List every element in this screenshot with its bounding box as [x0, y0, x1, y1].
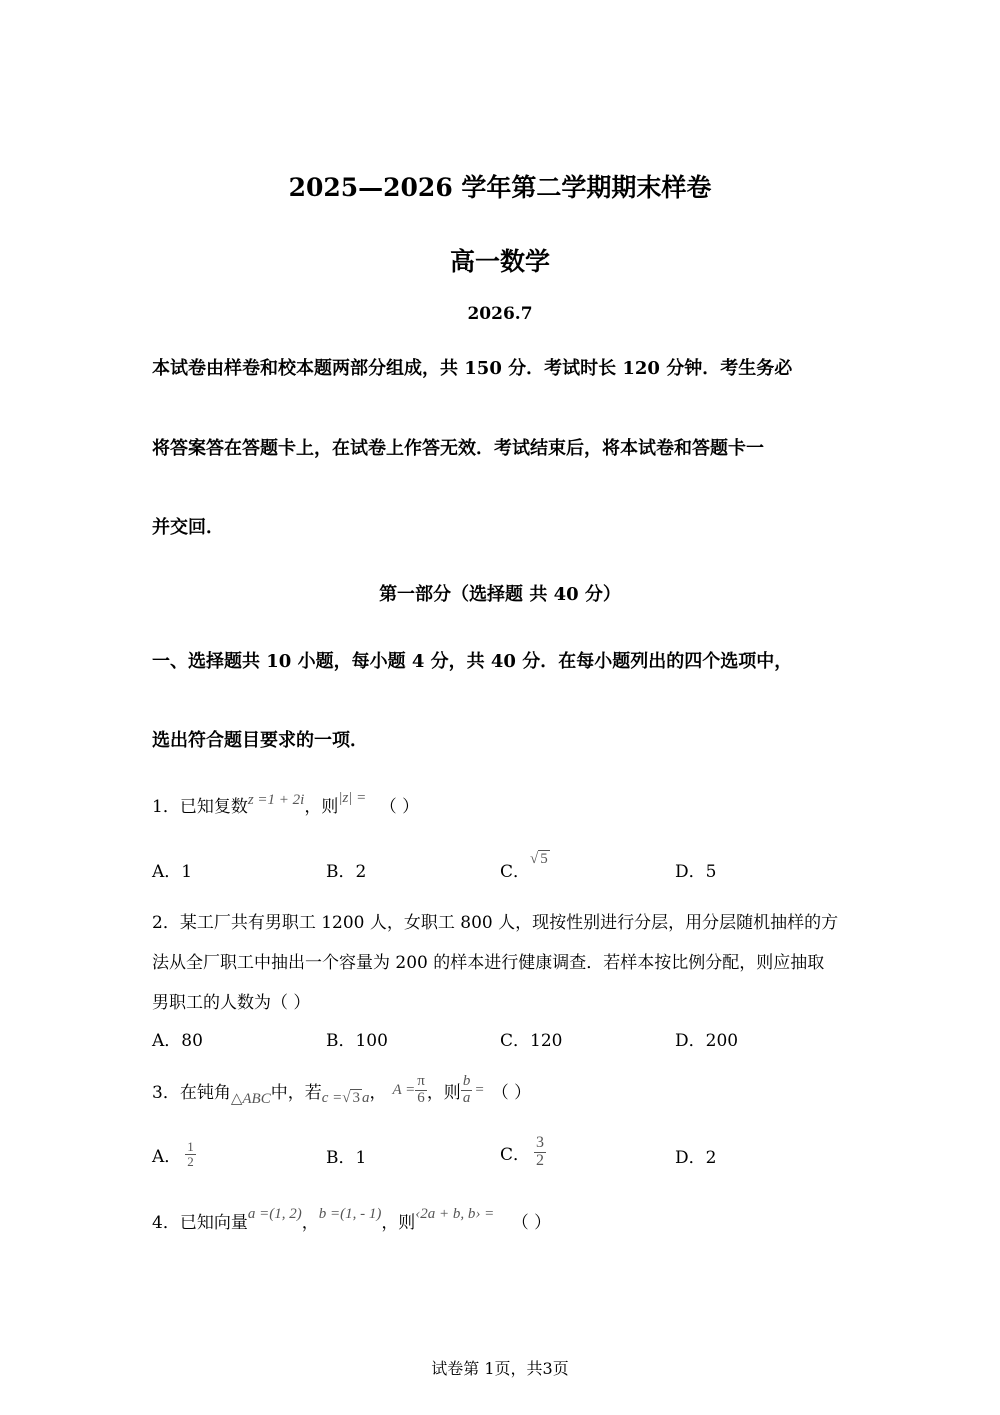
q3-fraction-pi-6: $\frac{\pi}{6}$ — [417, 1072, 425, 1106]
q3-formula-c: c =√ 3 a — [321, 1089, 370, 1106]
q3-option-a: A． $\frac{1}{2}$ — [152, 1138, 194, 1169]
q3-option-c-fraction: $\frac{3}{2}$ — [536, 1133, 545, 1169]
q4-mid: ，则 — [381, 1213, 416, 1233]
q2-option-b: B．100 — [326, 1031, 388, 1051]
q1-option-b: B．2 — [326, 862, 367, 882]
part1-heading: 第一部分（选择题 共 40 分） — [379, 584, 621, 605]
q2-option-a: A．80 — [152, 1031, 203, 1051]
q3-option-a-fraction: $\frac{1}{2}$ — [187, 1138, 194, 1169]
q1-blank: （ ） — [379, 797, 420, 817]
question-3 — [152, 1068, 531, 1112]
q3-option-b: B．1 — [326, 1148, 367, 1168]
section-instructions-line-2: 选出符合题目要求的一项． — [152, 730, 368, 751]
q1-option-c-label: C． — [500, 862, 531, 882]
q3-option-d: D．2 — [675, 1148, 717, 1168]
q1-option-c-sqrt: √ 5 — [530, 851, 548, 867]
q1-option-d: D．5 — [675, 862, 717, 882]
q4-sep: ， — [301, 1213, 319, 1233]
instructions-line-1: 本试卷由样卷和校本题两部分组成，共 150 分．考试时长 120 分钟．考生务必 — [152, 358, 793, 379]
q3-blank: （ ） — [491, 1082, 532, 1103]
exam-date: 2026.7 — [467, 304, 533, 324]
q3-option-c: C． $\frac{3}{2}$ — [500, 1133, 545, 1169]
q1-mid: ，则 — [304, 797, 339, 817]
page-footer: 试卷第 1页，共3页 — [431, 1359, 569, 1378]
q4-vector-a: a =(1, 2) — [247, 1206, 302, 1222]
q4-vector-b: b =(1, - 1) — [318, 1206, 382, 1222]
subject-title: 高一数学 — [449, 247, 550, 276]
section-instructions-line-1: 一、选择题共 10 小题，每小题 4 分，共 40 分．在每小题列出的四个选项中， — [152, 651, 793, 672]
q1-formula-abs: |z| = — [338, 790, 367, 806]
q2-option-c: C．120 — [500, 1031, 563, 1051]
question-2-line-3: 男职工的人数为（ ） — [152, 993, 311, 1013]
q1-option-a: A．1 — [152, 862, 193, 882]
q1-formula-z: z =1 + 2i — [247, 792, 305, 808]
q4-blank: （ ） — [511, 1213, 552, 1233]
q3-triangle: △ABC — [230, 1090, 271, 1107]
q3-mid2: ，则 — [426, 1082, 461, 1103]
exam-title: 2025—2026 学年第二学期期末样卷 — [288, 173, 712, 202]
instructions-line-2: 将答案答在答题卡上，在试卷上作答无效．考试结束后，将本试卷和答题卡一 — [152, 438, 764, 459]
question-1 — [152, 792, 419, 817]
q1-option-c — [500, 851, 550, 882]
q4-formula: ‹2a + b, b› = — [415, 1206, 495, 1222]
q3-equals: = — [475, 1081, 484, 1098]
q2-option-d: D．200 — [675, 1031, 739, 1051]
q3-formula-a-label: A = — [392, 1081, 416, 1098]
q1-prefix: 1．已知复数 — [152, 797, 248, 817]
q3-fraction-b-a: $\frac{b}{a}$ — [462, 1072, 471, 1106]
q4-prefix: 4．已知向量 — [152, 1213, 248, 1233]
q3-comma: ， — [369, 1082, 387, 1103]
question-2-line-1: 2．某工厂共有男职工 1200 人，女职工 800 人，现按性别进行分层，用分层随机抽样的方 — [152, 913, 839, 933]
question-4 — [152, 1208, 551, 1233]
q3-prefix: 3．在钝角 — [152, 1082, 231, 1103]
instructions-line-3: 并交回． — [152, 517, 224, 538]
question-2-line-2: 法从全厂职工中抽出一个容量为 200 的样本进行健康调查．若样本按比例分配，则应抽取 — [152, 953, 825, 973]
q3-mid1: 中，若 — [270, 1082, 322, 1103]
